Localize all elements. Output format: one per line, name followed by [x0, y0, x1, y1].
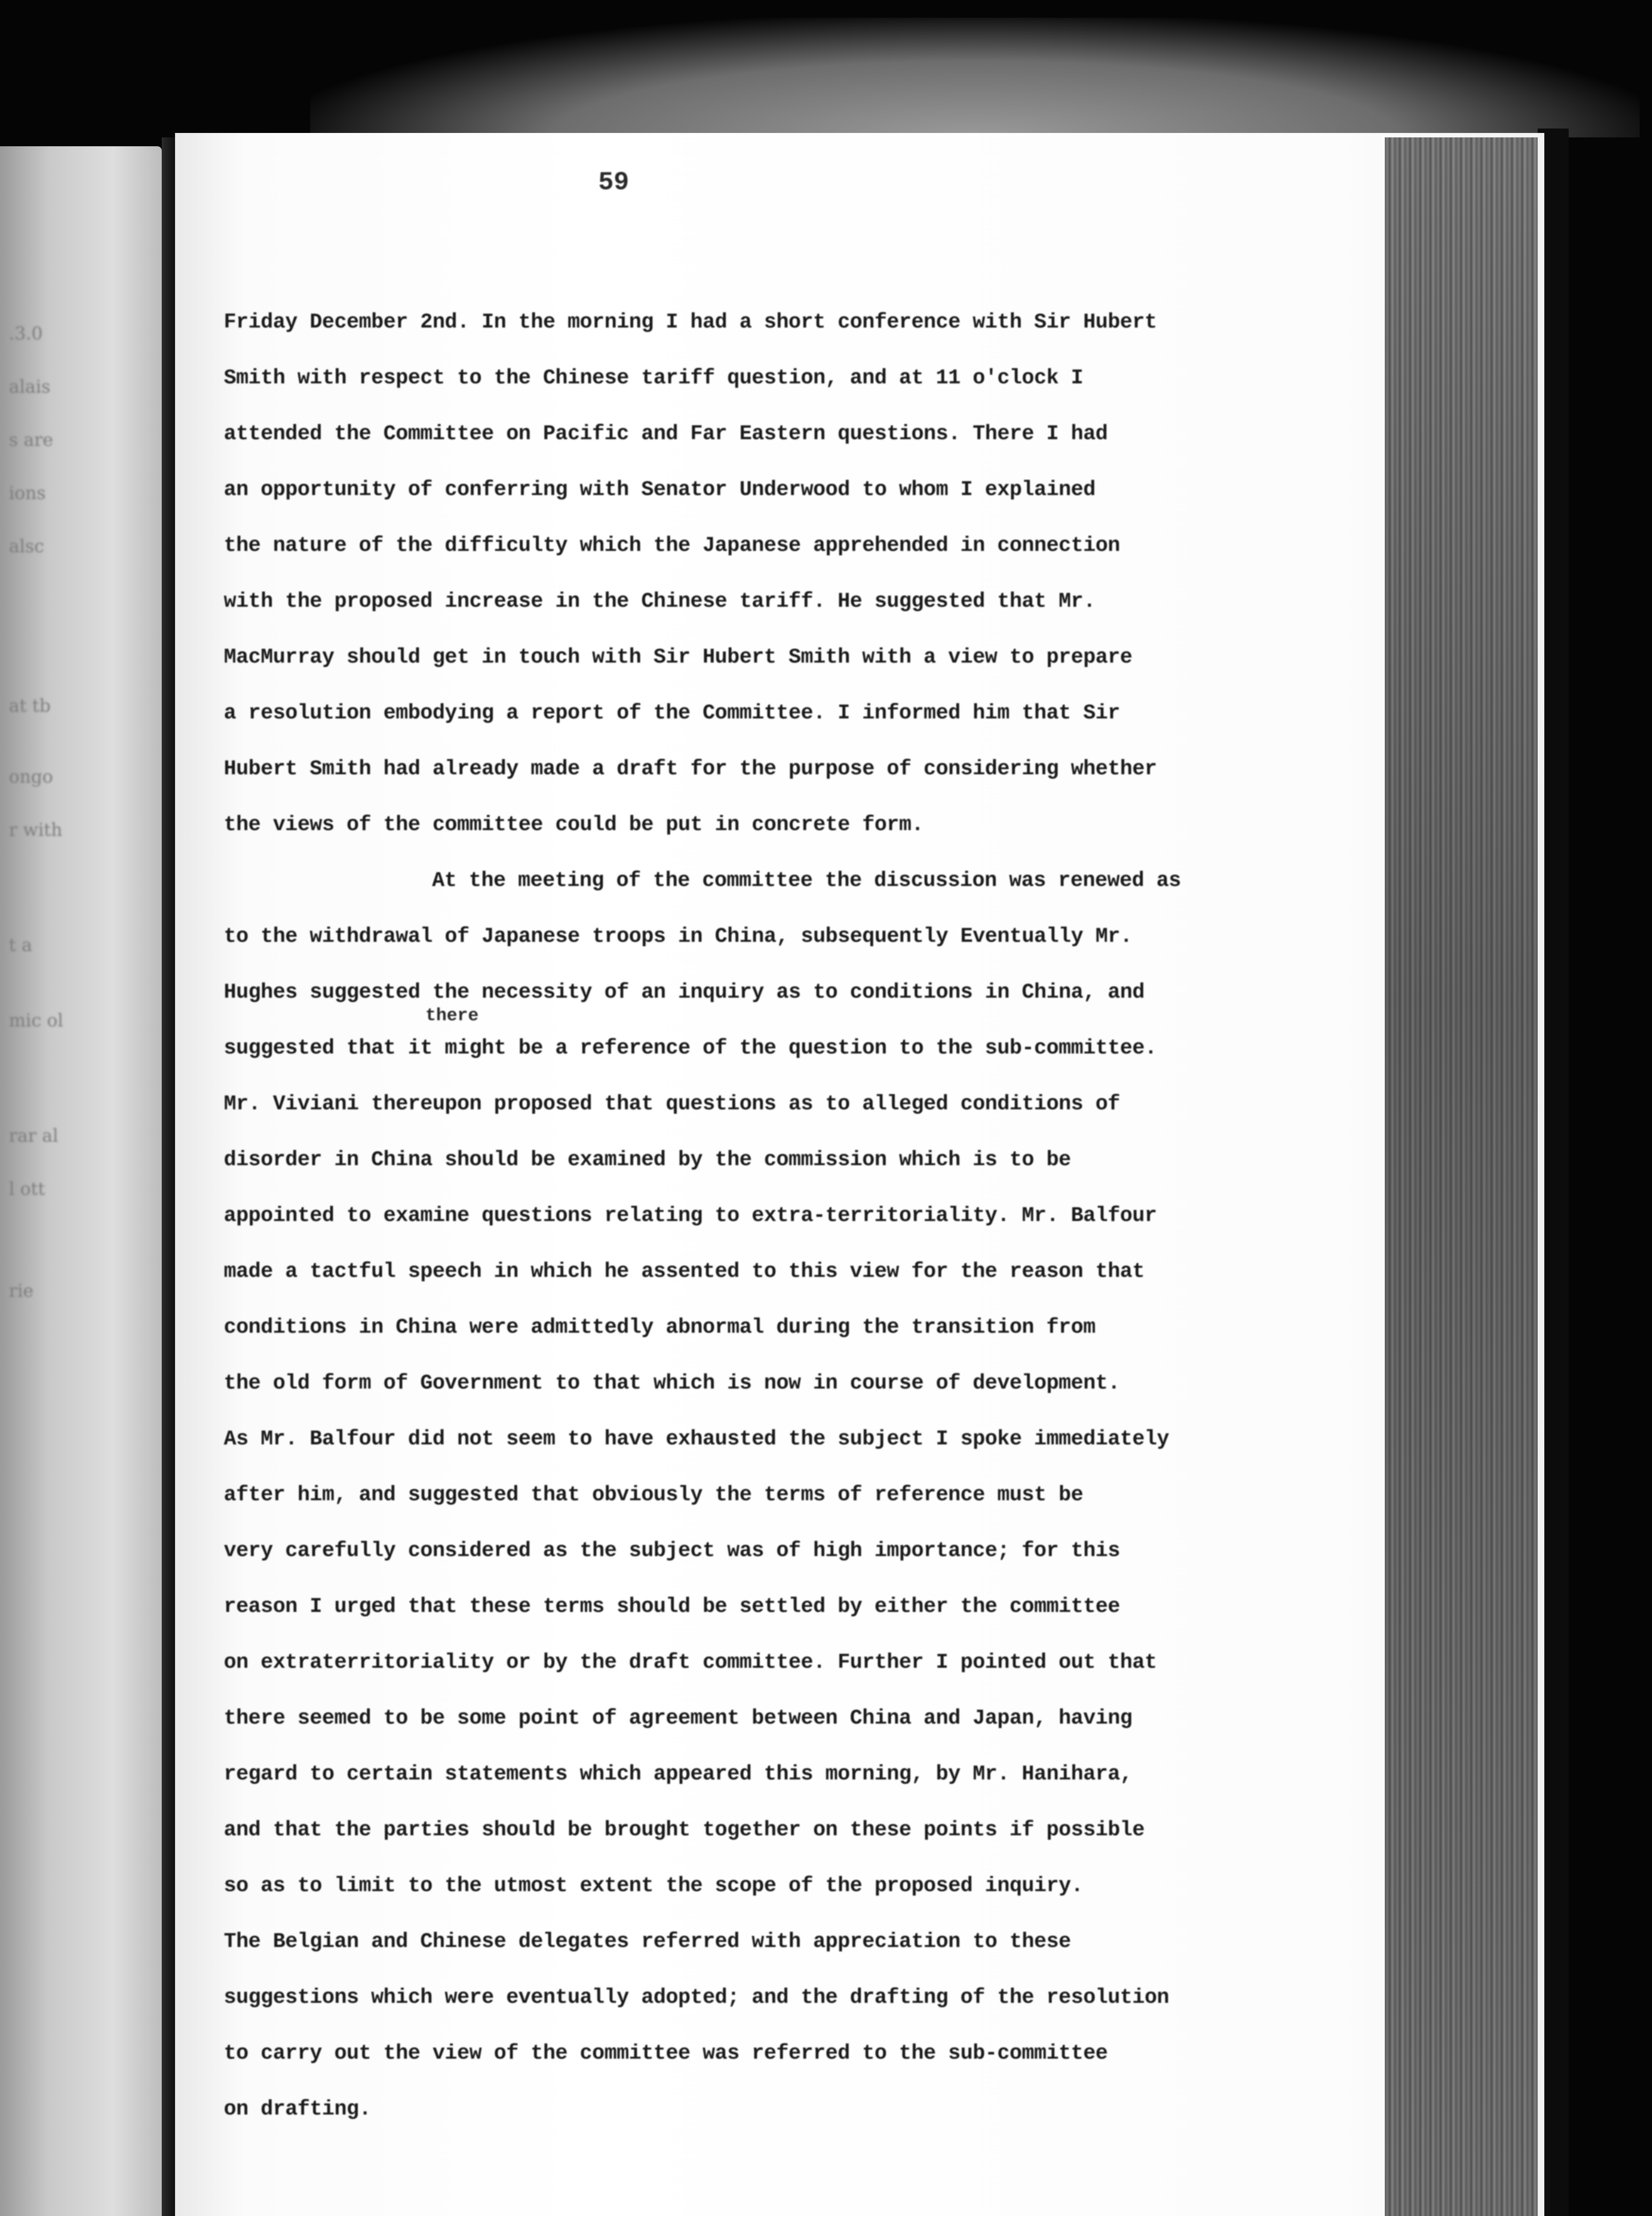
left-page-fragment: rie — [9, 1281, 34, 1301]
text-line: on drafting. — [224, 2098, 371, 2121]
text-line: At the meeting of the committee the discussion was renewed as — [432, 869, 1181, 893]
text-line: to the withdrawal of Japanese troops in China, subsequently Eventually Mr. — [224, 925, 1133, 948]
text-line: the old form of Government to that which is now in course of development. — [224, 1372, 1120, 1395]
page-stack-shadow — [1385, 137, 1538, 2216]
text-line: to carry out the view of the committee was referred to the sub-committee — [224, 2042, 1108, 2065]
text-line: Hubert Smith had already made a draft for the purpose of considering whether — [224, 757, 1157, 781]
left-page-fragment: ongo — [9, 767, 53, 787]
text-line: on extraterritoriality or by the draft committee. Further I pointed out that — [224, 1651, 1157, 1674]
text-line: made a tactful speech in which he assented to this view for the reason that — [224, 1260, 1145, 1284]
left-page-fragment: r with — [9, 820, 62, 840]
text-line: reason I urged that these terms should be settled by either the committee — [224, 1595, 1120, 1619]
text-line: suggestions which were eventually adopted; and the drafting of the resolution — [224, 1986, 1169, 2009]
typewritten-body — [224, 295, 1340, 2138]
text-line: Friday December 2nd. In the morning I had a short conference with Sir Hubert — [224, 311, 1157, 334]
text-line: very carefully considered as the subject was of high importance; for this — [224, 1539, 1120, 1563]
interlinear-correction: there — [425, 1006, 479, 1026]
left-page-fragment: ions — [9, 483, 46, 503]
left-page-fragment: rar al — [9, 1126, 58, 1146]
text-line: regard to certain statements which appeared this morning, by Mr. Hanihara, — [224, 1763, 1133, 1786]
text-line: As Mr. Balfour did not seem to have exhausted the subject I spoke immediately — [224, 1428, 1169, 1451]
text-line: Smith with respect to the Chinese tariff question, and at 11 o'clock I — [224, 367, 1083, 390]
text-line: an opportunity of conferring with Senator Underwood to whom I explained — [224, 478, 1096, 502]
text-line: there seemed to be some point of agreement between China and Japan, having — [224, 1707, 1133, 1730]
text-line: disorder in China should be examined by the commission which is to be — [224, 1148, 1071, 1172]
text-line: attended the Committee on Pacific and Far Eastern questions. There I had — [224, 422, 1108, 446]
left-page-fragment: mic ol — [9, 1010, 63, 1031]
text-line: suggested that it might be a reference of the question to the sub-committee. — [224, 1037, 1157, 1060]
page-top-shadow — [310, 18, 1640, 137]
text-line: The Belgian and Chinese delegates referred with appreciation to these — [224, 1930, 1071, 1954]
text-line: so as to limit to the utmost extent the scope of the proposed inquiry. — [224, 1874, 1083, 1898]
left-page-fragment: s are — [9, 430, 53, 450]
text-line: the nature of the difficulty which the Japanese apprehended in connection — [224, 534, 1120, 558]
left-page-sliver — [0, 146, 162, 2216]
text-line: Mr. Viviani thereupon proposed that questions as to alleged conditions of — [224, 1092, 1120, 1116]
left-page-fragment: alsc — [9, 536, 44, 557]
text-line: appointed to examine questions relating to extra-territoriality. Mr. Balfour — [224, 1204, 1157, 1228]
text-line: a resolution embodying a report of the Committee. I informed him that Sir — [224, 702, 1120, 725]
left-page-fragment: t a — [9, 935, 32, 956]
text-line: and that the parties should be brought together on these points if possible — [224, 1818, 1145, 1842]
text-line: with the proposed increase in the Chinese tariff. He suggested that Mr. — [224, 590, 1096, 613]
text-line: Hughes suggested the necessity of an inquiry as to conditions in China, and — [224, 981, 1145, 1004]
text-line: the views of the committee could be put in concrete form. — [224, 813, 924, 837]
left-page-fragment: l ott — [9, 1179, 45, 1199]
text-line: after him, and suggested that obviously the terms of reference must be — [224, 1483, 1083, 1507]
left-page-fragment: alais — [9, 377, 51, 397]
text-line: MacMurray should get in touch with Sir Hubert Smith with a view to prepare — [224, 646, 1133, 669]
text-line: conditions in China were admittedly abnormal during the transition from — [224, 1316, 1096, 1339]
left-page-fragment: at tb — [9, 696, 51, 716]
left-page-fragment: .3.0 — [9, 324, 43, 344]
page-number: 59 — [598, 168, 629, 197]
